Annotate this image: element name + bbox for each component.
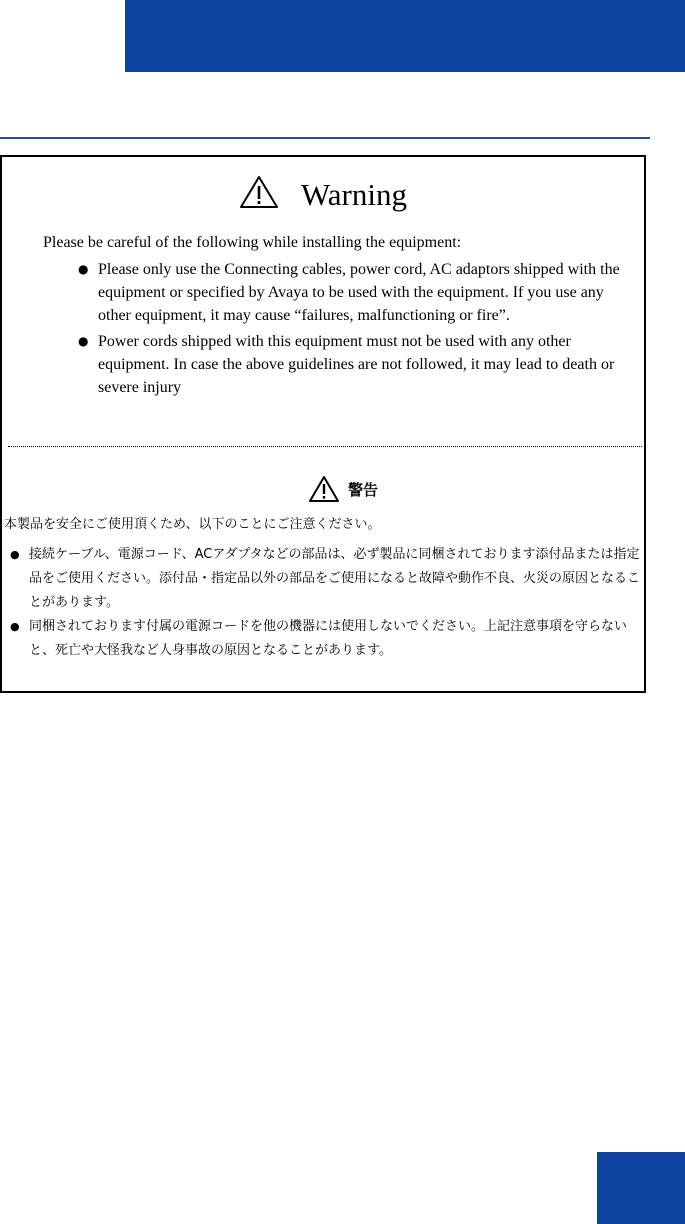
- list-item-text: Power cords shipped with this equipment must not be used with any other equipment. In case the above guidelines are not followed, it may lead to death or severe injury: [98, 333, 615, 396]
- warning-triangle-icon: [239, 175, 279, 217]
- page-corner-tab: [597, 1152, 685, 1224]
- list-item-text: Please only use the Connecting cables, power cord, AC adaptors shipped with the equipment or specified by Avaya to be used with the equipment. If you use any other equipment, it may cause “failures, malfunctioning or fire”.: [98, 261, 620, 324]
- list-item: [76, 330, 636, 399]
- header-bar: [125, 0, 685, 72]
- warning-intro-jp: 本製品を安全にご使用頂くため、以下のことにご注意ください。: [4, 517, 381, 532]
- warning-title-jp: [2, 475, 644, 512]
- warning-box: [0, 155, 646, 693]
- bullet-icon: ●: [10, 620, 20, 633]
- list-item: [10, 543, 642, 615]
- warning-list-en: [76, 258, 636, 402]
- warning-title-en-text: Warning: [301, 177, 407, 212]
- warning-title-jp-text: 警告: [347, 481, 378, 499]
- bullet-icon: ●: [10, 548, 20, 561]
- section-divider: [8, 446, 642, 447]
- list-item-text: 接続ケーブル、電源コード、ACアダプタなどの部品は、必ず製品に同梱されております添付品または指定品をご使用ください。添付品・指定品以外の部品をご使用になると故障や動作不良、火災の原因となることがあります。: [29, 547, 641, 610]
- header-rule: [0, 137, 650, 139]
- warning-triangle-icon: [308, 475, 340, 512]
- list-item-text: 同梱されております付属の電源コードを他の機器には使用しないでください。上記注意事項を守らないと、死亡や大怪我など人身事故の原因となることがあります。: [29, 619, 628, 658]
- warning-intro-en: Please be careful of the following while installing the equipment:: [43, 234, 462, 251]
- list-item: [10, 615, 642, 663]
- bullet-icon: ●: [78, 334, 89, 348]
- bullet-icon: ●: [78, 262, 89, 276]
- list-item: [76, 258, 636, 327]
- warning-list-jp: [10, 543, 642, 663]
- warning-title-en: [2, 175, 644, 217]
